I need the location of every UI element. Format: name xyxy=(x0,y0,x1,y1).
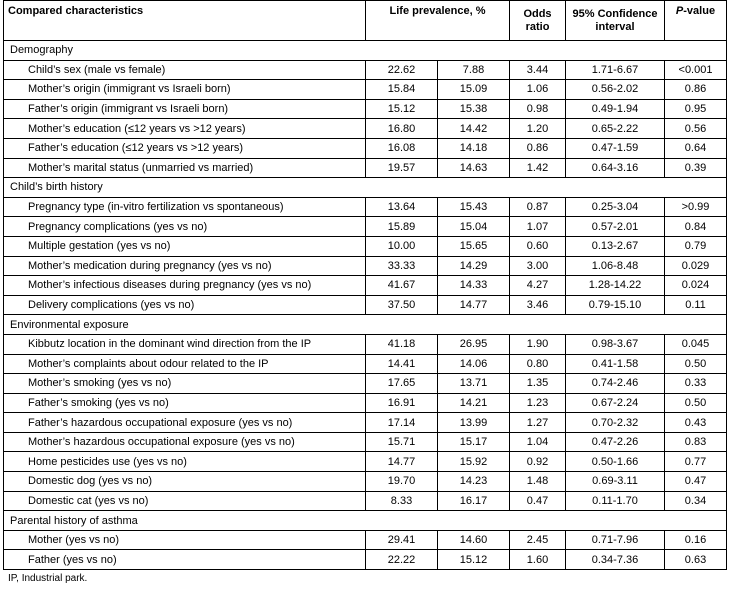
life-prevalence-unexposed: 14.60 xyxy=(438,530,510,550)
header-p-italic: P xyxy=(675,5,684,17)
odds-ratio: 1.07 xyxy=(510,217,566,237)
section-row xyxy=(4,511,727,531)
life-prevalence-unexposed: 15.43 xyxy=(438,197,510,217)
table-row xyxy=(4,472,727,492)
confidence-interval: 0.98-3.67 xyxy=(566,334,665,354)
table-wrapper xyxy=(3,0,727,570)
p-value: 0.11 xyxy=(665,295,727,315)
life-prevalence-exposed: 19.57 xyxy=(366,158,438,178)
p-value: 0.77 xyxy=(665,452,727,472)
table-row xyxy=(4,138,727,158)
life-prevalence-exposed: 16.91 xyxy=(366,393,438,413)
header-characteristics: Compared characteristics xyxy=(4,1,366,41)
header-p-value xyxy=(665,1,727,41)
life-prevalence-unexposed: 15.09 xyxy=(438,80,510,100)
odds-ratio: 1.48 xyxy=(510,472,566,492)
p-value: 0.50 xyxy=(665,354,727,374)
confidence-interval: 0.74-2.46 xyxy=(566,374,665,394)
row-label: Mother (yes vs no) xyxy=(4,530,366,550)
row-label: Pregnancy complications (yes vs no) xyxy=(4,217,366,237)
life-prevalence-exposed: 15.12 xyxy=(366,99,438,119)
confidence-interval: 0.25-3.04 xyxy=(566,197,665,217)
confidence-interval: 0.56-2.02 xyxy=(566,80,665,100)
life-prevalence-unexposed: 14.06 xyxy=(438,354,510,374)
row-label: Father’s origin (immigrant vs Israeli born) xyxy=(4,99,366,119)
life-prevalence-unexposed: 7.88 xyxy=(438,60,510,80)
table-row xyxy=(4,99,727,119)
life-prevalence-exposed: 22.22 xyxy=(366,550,438,570)
p-value: 0.95 xyxy=(665,99,727,119)
odds-ratio: 3.44 xyxy=(510,60,566,80)
confidence-interval: 0.57-2.01 xyxy=(566,217,665,237)
life-prevalence-unexposed: 14.21 xyxy=(438,393,510,413)
life-prevalence-exposed: 37.50 xyxy=(366,295,438,315)
header-ci-line1: 95% Confidence xyxy=(572,7,658,20)
odds-ratio: 0.47 xyxy=(510,491,566,511)
header-odds-ratio-line2: ratio xyxy=(525,20,550,33)
odds-ratio: 3.46 xyxy=(510,295,566,315)
life-prevalence-exposed: 17.14 xyxy=(366,413,438,433)
life-prevalence-exposed: 33.33 xyxy=(366,256,438,276)
odds-ratio: 1.20 xyxy=(510,119,566,139)
header-odds-ratio-line1: Odds xyxy=(523,7,552,20)
table-row xyxy=(4,80,727,100)
row-label: Domestic dog (yes vs no) xyxy=(4,472,366,492)
p-value: 0.47 xyxy=(665,472,727,492)
table-row xyxy=(4,197,727,217)
odds-ratio: 0.98 xyxy=(510,99,566,119)
header-row xyxy=(4,1,727,41)
row-label: Mother’s hazardous occupational exposure (yes vs no) xyxy=(4,432,366,452)
confidence-interval: 0.11-1.70 xyxy=(566,491,665,511)
confidence-interval: 0.79-15.10 xyxy=(566,295,665,315)
life-prevalence-exposed: 15.84 xyxy=(366,80,438,100)
life-prevalence-exposed: 41.18 xyxy=(366,334,438,354)
life-prevalence-unexposed: 13.99 xyxy=(438,413,510,433)
life-prevalence-unexposed: 15.04 xyxy=(438,217,510,237)
life-prevalence-exposed: 41.67 xyxy=(366,276,438,296)
odds-ratio: 1.06 xyxy=(510,80,566,100)
confidence-interval: 0.50-1.66 xyxy=(566,452,665,472)
row-label: Child’s sex (male vs female) xyxy=(4,60,366,80)
life-prevalence-unexposed: 16.17 xyxy=(438,491,510,511)
life-prevalence-exposed: 13.64 xyxy=(366,197,438,217)
confidence-interval: 1.28-14.22 xyxy=(566,276,665,296)
table-body xyxy=(4,41,727,570)
row-label: Home pesticides use (yes vs no) xyxy=(4,452,366,472)
p-value: 0.39 xyxy=(665,158,727,178)
odds-ratio: 0.60 xyxy=(510,236,566,256)
life-prevalence-unexposed: 15.38 xyxy=(438,99,510,119)
section-title: Child’s birth history xyxy=(4,178,727,198)
row-label: Kibbutz location in the dominant wind direction from the IP xyxy=(4,334,366,354)
odds-ratio: 0.87 xyxy=(510,197,566,217)
table-row xyxy=(4,236,727,256)
odds-ratio: 0.80 xyxy=(510,354,566,374)
row-label: Domestic cat (yes vs no) xyxy=(4,491,366,511)
life-prevalence-exposed: 16.80 xyxy=(366,119,438,139)
table-row xyxy=(4,295,727,315)
confidence-interval: 0.67-2.24 xyxy=(566,393,665,413)
footnote: IP, Industrial park. xyxy=(8,573,88,584)
table-row xyxy=(4,60,727,80)
p-value: <0.001 xyxy=(665,60,727,80)
confidence-interval: 1.71-6.67 xyxy=(566,60,665,80)
confidence-interval: 0.70-2.32 xyxy=(566,413,665,433)
odds-ratio: 0.86 xyxy=(510,138,566,158)
p-value: 0.56 xyxy=(665,119,727,139)
p-value: 0.43 xyxy=(665,413,727,433)
p-value: 0.045 xyxy=(665,334,727,354)
life-prevalence-unexposed: 15.17 xyxy=(438,432,510,452)
results-table xyxy=(3,0,727,570)
section-title: Parental history of asthma xyxy=(4,511,727,531)
confidence-interval: 0.34-7.36 xyxy=(566,550,665,570)
confidence-interval: 0.47-1.59 xyxy=(566,138,665,158)
confidence-interval: 0.65-2.22 xyxy=(566,119,665,139)
p-value: 0.63 xyxy=(665,550,727,570)
life-prevalence-unexposed: 14.77 xyxy=(438,295,510,315)
header-life-prevalence: Life prevalence, % xyxy=(366,1,510,41)
odds-ratio: 2.45 xyxy=(510,530,566,550)
row-label: Mother’s marital status (unmarried vs married) xyxy=(4,158,366,178)
section-row xyxy=(4,178,727,198)
life-prevalence-exposed: 14.41 xyxy=(366,354,438,374)
odds-ratio: 0.92 xyxy=(510,452,566,472)
row-label: Mother’s medication during pregnancy (yes vs no) xyxy=(4,256,366,276)
life-prevalence-unexposed: 26.95 xyxy=(438,334,510,354)
row-label: Mother’s infectious diseases during pregnancy (yes vs no) xyxy=(4,276,366,296)
confidence-interval: 0.64-3.16 xyxy=(566,158,665,178)
life-prevalence-exposed: 22.62 xyxy=(366,60,438,80)
row-label: Delivery complications (yes vs no) xyxy=(4,295,366,315)
life-prevalence-exposed: 10.00 xyxy=(366,236,438,256)
p-value: 0.64 xyxy=(665,138,727,158)
confidence-interval: 0.71-7.96 xyxy=(566,530,665,550)
confidence-interval: 0.13-2.67 xyxy=(566,236,665,256)
table-row xyxy=(4,374,727,394)
odds-ratio: 4.27 xyxy=(510,276,566,296)
life-prevalence-unexposed: 13.71 xyxy=(438,374,510,394)
life-prevalence-unexposed: 14.29 xyxy=(438,256,510,276)
life-prevalence-unexposed: 15.65 xyxy=(438,236,510,256)
life-prevalence-exposed: 15.89 xyxy=(366,217,438,237)
table-row xyxy=(4,393,727,413)
table-row xyxy=(4,158,727,178)
odds-ratio: 1.23 xyxy=(510,393,566,413)
p-value: 0.029 xyxy=(665,256,727,276)
life-prevalence-unexposed: 15.92 xyxy=(438,452,510,472)
p-value: 0.86 xyxy=(665,80,727,100)
section-row xyxy=(4,315,727,335)
p-value: 0.34 xyxy=(665,491,727,511)
life-prevalence-exposed: 17.65 xyxy=(366,374,438,394)
row-label: Father’s education (≤12 years vs >12 years) xyxy=(4,138,366,158)
life-prevalence-unexposed: 14.18 xyxy=(438,138,510,158)
row-label: Father’s smoking (yes vs no) xyxy=(4,393,366,413)
p-value: 0.024 xyxy=(665,276,727,296)
odds-ratio: 1.27 xyxy=(510,413,566,433)
life-prevalence-exposed: 16.08 xyxy=(366,138,438,158)
table-row xyxy=(4,334,727,354)
header-confidence-interval xyxy=(566,1,665,41)
life-prevalence-exposed: 14.77 xyxy=(366,452,438,472)
life-prevalence-unexposed: 14.63 xyxy=(438,158,510,178)
row-label: Pregnancy type (in-vitro fertilization vs spontaneous) xyxy=(4,197,366,217)
life-prevalence-unexposed: 14.23 xyxy=(438,472,510,492)
row-label: Mother’s complaints about odour related to the IP xyxy=(4,354,366,374)
row-label: Mother’s smoking (yes vs no) xyxy=(4,374,366,394)
confidence-interval: 0.49-1.94 xyxy=(566,99,665,119)
confidence-interval: 0.47-2.26 xyxy=(566,432,665,452)
p-value: 0.79 xyxy=(665,236,727,256)
life-prevalence-exposed: 29.41 xyxy=(366,530,438,550)
table-row xyxy=(4,354,727,374)
odds-ratio: 1.04 xyxy=(510,432,566,452)
header-ci-line2: interval xyxy=(595,20,635,33)
confidence-interval: 0.69-3.11 xyxy=(566,472,665,492)
header-p-rest: -value xyxy=(683,5,716,17)
odds-ratio: 3.00 xyxy=(510,256,566,276)
life-prevalence-exposed: 19.70 xyxy=(366,472,438,492)
row-label: Father’s hazardous occupational exposure (yes vs no) xyxy=(4,413,366,433)
odds-ratio: 1.42 xyxy=(510,158,566,178)
table-row xyxy=(4,119,727,139)
row-label: Mother’s origin (immigrant vs Israeli born) xyxy=(4,80,366,100)
p-value: >0.99 xyxy=(665,197,727,217)
section-title: Environmental exposure xyxy=(4,315,727,335)
confidence-interval: 0.41-1.58 xyxy=(566,354,665,374)
p-value: 0.33 xyxy=(665,374,727,394)
table-row xyxy=(4,550,727,570)
p-value: 0.50 xyxy=(665,393,727,413)
p-value: 0.84 xyxy=(665,217,727,237)
life-prevalence-unexposed: 15.12 xyxy=(438,550,510,570)
p-value: 0.16 xyxy=(665,530,727,550)
odds-ratio: 1.90 xyxy=(510,334,566,354)
row-label: Mother’s education (≤12 years vs >12 years) xyxy=(4,119,366,139)
table-row xyxy=(4,256,727,276)
table-row xyxy=(4,530,727,550)
section-title: Demography xyxy=(4,41,727,61)
row-label: Father (yes vs no) xyxy=(4,550,366,570)
table-row xyxy=(4,432,727,452)
table-row xyxy=(4,276,727,296)
life-prevalence-exposed: 15.71 xyxy=(366,432,438,452)
header-odds-ratio xyxy=(510,1,566,41)
p-value: 0.83 xyxy=(665,432,727,452)
life-prevalence-unexposed: 14.33 xyxy=(438,276,510,296)
table-row xyxy=(4,491,727,511)
confidence-interval: 1.06-8.48 xyxy=(566,256,665,276)
section-row xyxy=(4,41,727,61)
row-label: Multiple gestation (yes vs no) xyxy=(4,236,366,256)
table-row xyxy=(4,413,727,433)
table-row xyxy=(4,452,727,472)
odds-ratio: 1.35 xyxy=(510,374,566,394)
life-prevalence-unexposed: 14.42 xyxy=(438,119,510,139)
life-prevalence-exposed: 8.33 xyxy=(366,491,438,511)
odds-ratio: 1.60 xyxy=(510,550,566,570)
table-row xyxy=(4,217,727,237)
